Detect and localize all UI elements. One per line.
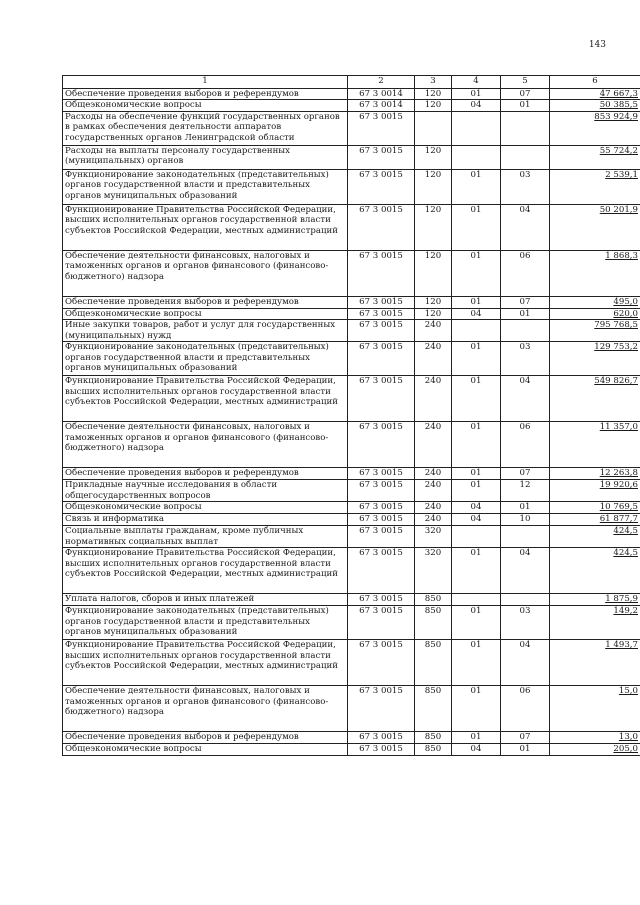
cell-name: Расходы на выплаты персоналу государственных (муниципальных) органов — [63, 145, 348, 169]
cell-name: Общеэкономические вопросы — [63, 100, 348, 111]
table-row — [63, 111, 640, 145]
cell-sum: 2 539,1 — [550, 169, 640, 204]
cell-kvr: 850 — [415, 744, 452, 755]
cell-code: 67 3 0015 — [348, 514, 415, 526]
table-row — [63, 514, 640, 526]
cell-kvr: 120 — [415, 169, 452, 204]
cell-rz: 01 — [452, 296, 501, 308]
column-header: 4 — [452, 76, 501, 89]
cell-sum: 61 877,7 — [550, 514, 640, 526]
cell-pr: 07 — [501, 468, 550, 480]
column-header: 2 — [348, 76, 415, 89]
table-row — [63, 526, 640, 548]
cell-pr: 01 — [501, 308, 550, 319]
table-row — [63, 606, 640, 640]
cell-code: 67 3 0015 — [348, 308, 415, 319]
table-row — [63, 145, 640, 169]
cell-pr: 10 — [501, 514, 550, 526]
cell-sum: 11 357,0 — [550, 422, 640, 468]
cell-rz — [452, 320, 501, 342]
cell-kvr: 120 — [415, 89, 452, 100]
cell-sum: 15,0 — [550, 686, 640, 732]
cell-pr — [501, 320, 550, 342]
cell-sum: 10 769,5 — [550, 502, 640, 514]
budget-table — [62, 75, 640, 756]
cell-name: Общеэкономические вопросы — [63, 308, 348, 319]
cell-pr: 06 — [501, 686, 550, 732]
table-row — [63, 169, 640, 204]
cell-kvr: 240 — [415, 468, 452, 480]
cell-sum: 50 385,5 — [550, 100, 640, 111]
page-number: 143 — [588, 40, 606, 50]
table-row — [63, 308, 640, 319]
cell-kvr: 240 — [415, 480, 452, 502]
cell-kvr: 120 — [415, 308, 452, 319]
table-row — [63, 640, 640, 686]
cell-name: Обеспечение проведения выборов и референдумов — [63, 296, 348, 308]
cell-kvr: 120 — [415, 100, 452, 111]
table-row — [63, 594, 640, 606]
cell-sum: 495,0 — [550, 296, 640, 308]
cell-rz: 01 — [452, 480, 501, 502]
cell-sum: 549 826,7 — [550, 376, 640, 422]
cell-code: 67 3 0015 — [348, 296, 415, 308]
cell-pr: 04 — [501, 204, 550, 250]
cell-sum: 55 724,2 — [550, 145, 640, 169]
column-header: 1 — [63, 76, 348, 89]
cell-name: Социальные выплаты гражданам, кроме публичных нормативных социальных выплат — [63, 526, 348, 548]
cell-sum: 424,5 — [550, 548, 640, 594]
cell-sum: 129 753,2 — [550, 342, 640, 376]
cell-pr: 03 — [501, 606, 550, 640]
cell-kvr: 120 — [415, 204, 452, 250]
cell-name: Функционирование законодательных (представительных) органов государственной власти и представительных органов муниципальных образований — [63, 169, 348, 204]
cell-rz: 01 — [452, 548, 501, 594]
cell-name: Обеспечение деятельности финансовых, налоговых и таможенных органов и органов финансового (финансово-бюджетного) надзора — [63, 686, 348, 732]
table-row — [63, 422, 640, 468]
cell-name: Общеэкономические вопросы — [63, 744, 348, 755]
cell-name: Обеспечение проведения выборов и референдумов — [63, 732, 348, 744]
cell-kvr: 120 — [415, 250, 452, 296]
cell-rz — [452, 594, 501, 606]
cell-code: 67 3 0015 — [348, 204, 415, 250]
table-row — [63, 320, 640, 342]
cell-pr — [501, 111, 550, 145]
cell-sum: 795 768,5 — [550, 320, 640, 342]
cell-code: 67 3 0015 — [348, 145, 415, 169]
cell-pr — [501, 594, 550, 606]
cell-pr: 07 — [501, 732, 550, 744]
cell-kvr: 240 — [415, 502, 452, 514]
cell-sum: 1 868,3 — [550, 250, 640, 296]
table-row — [63, 480, 640, 502]
column-header: 6 — [550, 76, 640, 89]
cell-rz: 01 — [452, 640, 501, 686]
cell-kvr: 240 — [415, 342, 452, 376]
cell-name: Уплата налогов, сборов и иных платежей — [63, 594, 348, 606]
cell-kvr: 850 — [415, 594, 452, 606]
cell-name: Функционирование законодательных (представительных) органов государственной власти и представительных органов муниципальных образований — [63, 606, 348, 640]
cell-rz: 01 — [452, 250, 501, 296]
cell-pr: 04 — [501, 548, 550, 594]
cell-sum: 205,0 — [550, 744, 640, 755]
cell-pr: 01 — [501, 502, 550, 514]
cell-pr: 06 — [501, 422, 550, 468]
cell-name: Обеспечение проведения выборов и референдумов — [63, 468, 348, 480]
cell-pr — [501, 145, 550, 169]
table-row — [63, 686, 640, 732]
cell-rz: 04 — [452, 514, 501, 526]
cell-rz — [452, 145, 501, 169]
cell-kvr: 850 — [415, 606, 452, 640]
cell-code: 67 3 0015 — [348, 342, 415, 376]
cell-name: Иные закупки товаров, работ и услуг для государственных (муниципальных) нужд — [63, 320, 348, 342]
cell-rz — [452, 526, 501, 548]
cell-name: Прикладные научные исследования в области общегосударственных вопросов — [63, 480, 348, 502]
cell-rz: 01 — [452, 89, 501, 100]
cell-name: Общеэкономические вопросы — [63, 502, 348, 514]
table-row — [63, 468, 640, 480]
cell-pr: 12 — [501, 480, 550, 502]
cell-code: 67 3 0015 — [348, 422, 415, 468]
table-row — [63, 732, 640, 744]
cell-name: Функционирование Правительства Российской Федерации, высших исполнительных органов государственной власти субъектов Российской Федерации, местных администраций — [63, 204, 348, 250]
cell-name: Функционирование Правительства Российской Федерации, высших исполнительных органов государственной власти субъектов Российской Федерации, местных администраций — [63, 640, 348, 686]
cell-code: 67 3 0015 — [348, 502, 415, 514]
cell-rz: 04 — [452, 308, 501, 319]
cell-rz: 01 — [452, 204, 501, 250]
cell-sum: 47 667,3 — [550, 89, 640, 100]
cell-code: 67 3 0014 — [348, 89, 415, 100]
cell-rz: 01 — [452, 422, 501, 468]
cell-code: 67 3 0015 — [348, 169, 415, 204]
column-header: 5 — [501, 76, 550, 89]
cell-kvr: 850 — [415, 732, 452, 744]
cell-kvr: 850 — [415, 640, 452, 686]
cell-code: 67 3 0015 — [348, 468, 415, 480]
cell-pr: 01 — [501, 744, 550, 755]
table-row — [63, 89, 640, 100]
cell-kvr: 850 — [415, 686, 452, 732]
cell-pr: 01 — [501, 100, 550, 111]
cell-name: Обеспечение деятельности финансовых, налоговых и таможенных органов и органов финансового (финансово-бюджетного) надзора — [63, 250, 348, 296]
cell-name: Функционирование законодательных (представительных) органов государственной власти и представительных органов муниципальных образований — [63, 342, 348, 376]
cell-rz: 04 — [452, 100, 501, 111]
cell-code: 67 3 0015 — [348, 594, 415, 606]
cell-code: 67 3 0015 — [348, 732, 415, 744]
table-row — [63, 204, 640, 250]
cell-rz: 01 — [452, 686, 501, 732]
cell-code: 67 3 0015 — [348, 606, 415, 640]
cell-kvr: 240 — [415, 514, 452, 526]
cell-kvr: 120 — [415, 145, 452, 169]
cell-sum: 19 920,6 — [550, 480, 640, 502]
table-row — [63, 376, 640, 422]
cell-name: Обеспечение деятельности финансовых, налоговых и таможенных органов и органов финансового (финансово-бюджетного) надзора — [63, 422, 348, 468]
cell-sum: 50 201,9 — [550, 204, 640, 250]
cell-rz: 01 — [452, 342, 501, 376]
cell-code: 67 3 0015 — [348, 320, 415, 342]
cell-sum: 13,0 — [550, 732, 640, 744]
table-row — [63, 502, 640, 514]
cell-name: Расходы на обеспечение функций государственных органов в рамках обеспечения деятельности аппаратов государственных органов Ленинградской области — [63, 111, 348, 145]
cell-pr: 07 — [501, 296, 550, 308]
cell-name: Функционирование Правительства Российской Федерации, высших исполнительных органов государственной власти субъектов Российской Федерации, местных администраций — [63, 548, 348, 594]
cell-pr — [501, 526, 550, 548]
cell-sum: 853 924,9 — [550, 111, 640, 145]
table-row — [63, 342, 640, 376]
cell-code: 67 3 0015 — [348, 640, 415, 686]
cell-sum: 12 263,8 — [550, 468, 640, 480]
cell-code: 67 3 0015 — [348, 548, 415, 594]
cell-code: 67 3 0015 — [348, 686, 415, 732]
table-row — [63, 250, 640, 296]
cell-kvr: 240 — [415, 376, 452, 422]
cell-code: 67 3 0015 — [348, 744, 415, 755]
cell-rz: 01 — [452, 376, 501, 422]
cell-pr: 04 — [501, 640, 550, 686]
cell-rz: 04 — [452, 502, 501, 514]
cell-sum: 149,2 — [550, 606, 640, 640]
cell-sum: 424,5 — [550, 526, 640, 548]
cell-code: 67 3 0015 — [348, 250, 415, 296]
cell-sum: 620,0 — [550, 308, 640, 319]
column-header: 3 — [415, 76, 452, 89]
table-row — [63, 744, 640, 755]
cell-kvr: 320 — [415, 526, 452, 548]
cell-kvr — [415, 111, 452, 145]
cell-pr: 03 — [501, 342, 550, 376]
cell-sum: 1 875,9 — [550, 594, 640, 606]
cell-name: Связь и информатика — [63, 514, 348, 526]
table-row — [63, 100, 640, 111]
table-row — [63, 548, 640, 594]
cell-rz: 01 — [452, 169, 501, 204]
table-row — [63, 296, 640, 308]
cell-code: 67 3 0015 — [348, 111, 415, 145]
cell-kvr: 320 — [415, 548, 452, 594]
cell-kvr: 240 — [415, 422, 452, 468]
cell-pr: 04 — [501, 376, 550, 422]
cell-rz: 01 — [452, 468, 501, 480]
cell-rz: 01 — [452, 606, 501, 640]
cell-kvr: 120 — [415, 296, 452, 308]
cell-pr: 06 — [501, 250, 550, 296]
cell-rz: 01 — [452, 732, 501, 744]
header-row — [63, 76, 640, 89]
cell-rz — [452, 111, 501, 145]
cell-code: 67 3 0015 — [348, 526, 415, 548]
cell-pr: 03 — [501, 169, 550, 204]
cell-name: Обеспечение проведения выборов и референдумов — [63, 89, 348, 100]
cell-code: 67 3 0015 — [348, 480, 415, 502]
cell-pr: 07 — [501, 89, 550, 100]
cell-code: 67 3 0014 — [348, 100, 415, 111]
cell-sum: 1 493,7 — [550, 640, 640, 686]
cell-kvr: 240 — [415, 320, 452, 342]
cell-rz: 04 — [452, 744, 501, 755]
cell-code: 67 3 0015 — [348, 376, 415, 422]
cell-name: Функционирование Правительства Российской Федерации, высших исполнительных органов государственной власти субъектов Российской Федерации, местных администраций — [63, 376, 348, 422]
